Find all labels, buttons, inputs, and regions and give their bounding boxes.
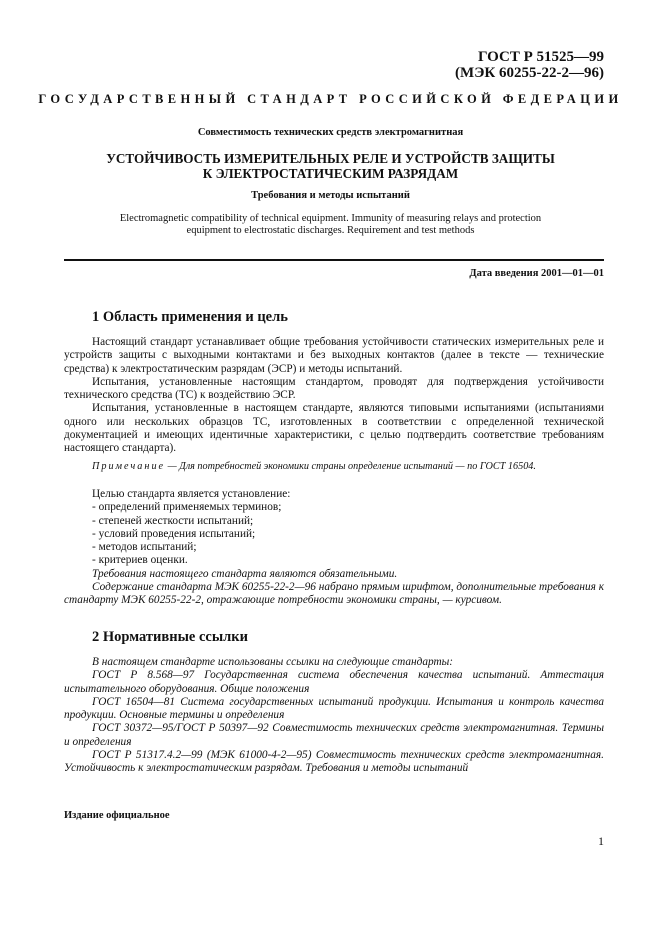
reference-item: ГОСТ Р 8.568—97 Государственная система обеспечения качества испытаний. Аттестация испытательного оборудования. Общие положения bbox=[64, 669, 604, 695]
goals-list bbox=[64, 488, 604, 608]
state-standard-title: ГОСУДАРСТВЕННЫЙ СТАНДАРТ РОССИЙСКОЙ ФЕДЕРАЦИИ bbox=[38, 92, 623, 106]
english-title-line2: equipment to electrostatic discharges. Requirement and test methods bbox=[186, 225, 475, 236]
document-title-line1: УСТОЙЧИВОСТЬ ИЗМЕРИТЕЛЬНЫХ РЕЛЕ И УСТРОЙСТВ ЗАЩИТЫ bbox=[106, 151, 555, 166]
note bbox=[64, 460, 604, 473]
reference-item: ГОСТ Р 51317.4.2—99 (МЭК 61000-4-2—95) Совместимость технических средств электромагнитная. Устойчивость к электростатическим разрядам. Требования и методы испытаний bbox=[64, 749, 604, 775]
mandatory-note: Требования настоящего стандарта являются обязательными. bbox=[92, 567, 398, 580]
english-title-line1: Electromagnetic compatibility of technical equipment. Immunity of measuring relays and protection bbox=[119, 213, 542, 224]
introduction-date: Дата введения 2001—01—01 bbox=[469, 268, 604, 279]
reference-item: ГОСТ 16504—81 Система государственных испытаний продукции. Испытания и контроль качества продукции. Основные термины и определения bbox=[64, 695, 604, 722]
list-item: - критериев оценки. bbox=[92, 554, 188, 567]
title-divider bbox=[64, 259, 604, 261]
section-1-body bbox=[64, 336, 604, 456]
list-item: - условий проведения испытаний; bbox=[92, 527, 256, 540]
official-edition: Издание официальное bbox=[64, 810, 170, 821]
note-text: — Для потребностей экономики страны определение испытаний — по ГОСТ 16504. bbox=[165, 461, 536, 472]
section-1-heading: 1 Область применения и цель bbox=[92, 309, 288, 325]
list-item: - степеней жесткости испытаний; bbox=[92, 514, 254, 527]
english-title bbox=[60, 213, 601, 237]
goals-intro: Целью стандарта является установление: bbox=[92, 488, 291, 500]
page-number: 1 bbox=[598, 834, 604, 848]
paragraph: Настоящий стандарт устанавливает общие требования устойчивости статических измерительных реле и устройств защиты с выходными контактами и без выходных контактов (далее в тексте — технические средства) к электростатическим разрядам (ЭСР) и методы испытаний. bbox=[64, 336, 604, 375]
document-title bbox=[60, 151, 601, 181]
section-2-body bbox=[64, 656, 604, 776]
references-intro: В настоящем стандарте использованы ссылки на следующие стандарты: bbox=[92, 656, 454, 668]
standard-code-line1: ГОСТ Р 51525—99 bbox=[477, 49, 604, 65]
document-title-line2: К ЭЛЕКТРОСТАТИЧЕСКИМ РАЗРЯДАМ bbox=[202, 166, 459, 181]
paragraph: Испытания, установленные настоящим стандартом, проводят для подтверждения устойчивости технического средства (ТС) к воздействию ЭСР. bbox=[64, 375, 604, 402]
content-note: Содержание стандарта МЭК 60255-22-2—96 набрано прямым шрифтом, дополнительные требования к стандарту МЭК 60255-22-2, отражающие потребности экономики страны, — курсивом. bbox=[64, 581, 604, 607]
paragraph: Испытания, установленные в настоящем стандарте, являются типовыми испытаниями (испытаниями одного или нескольких образцов ТС, изготовленных в соответствии с определенной технической документацией и имеющих идентичные характеристики, с целью подтвердить соответствие требованиям настоящего стандарта). bbox=[64, 402, 604, 455]
document-subtitle: Требования и методы испытаний bbox=[251, 190, 410, 201]
list-item: - определений применяемых терминов; bbox=[92, 501, 282, 514]
category-title: Совместимость технических средств электромагнитная bbox=[197, 127, 464, 138]
section-2-heading: 2 Нормативные ссылки bbox=[92, 629, 248, 645]
reference-item: ГОСТ 30372—95/ГОСТ Р 50397—92 Совместимость технических средств электромагнитная. Термины и определения bbox=[64, 722, 604, 748]
standard-code-line2: (МЭК 60255-22-2—96) bbox=[455, 65, 604, 81]
note-label: Примечание bbox=[92, 461, 166, 472]
standard-code bbox=[455, 49, 604, 81]
list-item: - методов испытаний; bbox=[92, 541, 197, 554]
